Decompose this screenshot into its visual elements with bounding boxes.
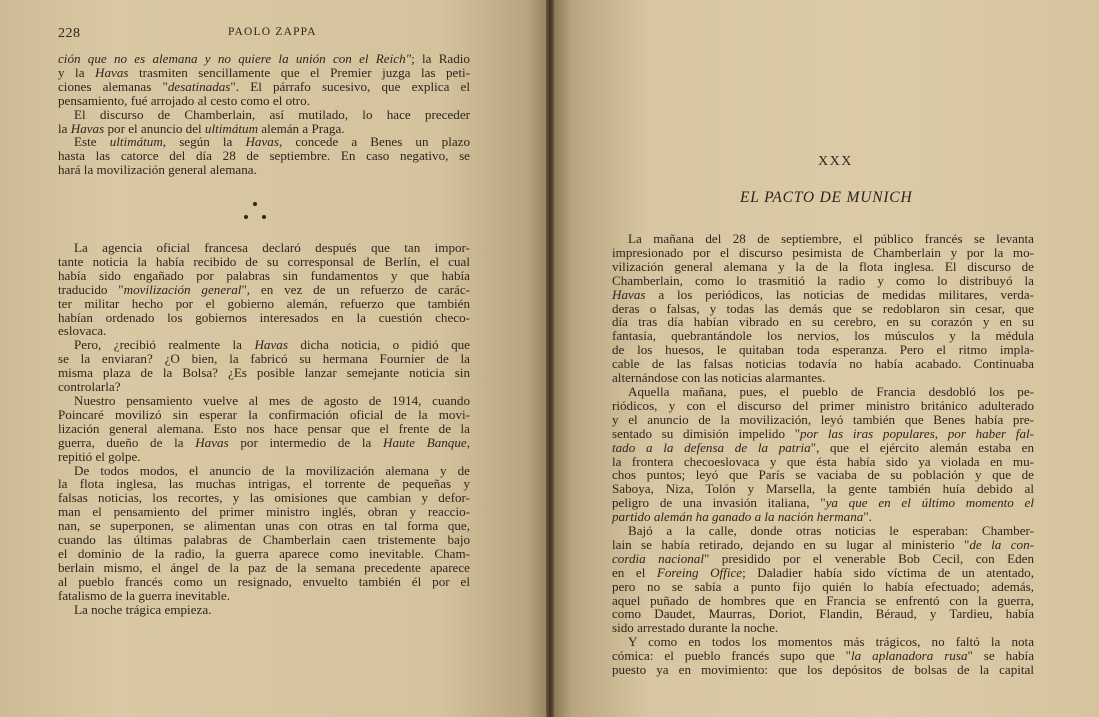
- text-line: habían ordenado los gobiernos interesados en la cuestión checo-: [58, 309, 470, 325]
- section-separator: [240, 202, 270, 228]
- text-line: misma plaza de la Bolsa? ¿Es posible lanzar semejante noticia sin: [58, 365, 470, 381]
- text-line: hará la movilización general alemana.: [58, 162, 257, 178]
- text-line: hasta las catorce del día 28 de septiembre. En caso negativo, se: [58, 148, 470, 164]
- text-line: peligro de una invasión italiana, "ya que en el último momento el: [612, 495, 1034, 511]
- text-line: día tras día habían vibrado en su cerebro, en su corazón y en su: [612, 314, 1034, 330]
- text-line: pero no se sabía a punto fijo quién lo había efectuado; además,: [612, 578, 1034, 594]
- text-line: Chamberlain, como lo trasmitió la radio y como lo distribuyó la: [612, 272, 1034, 288]
- text-line: al pueblo francés como un resignado, envuelto también él por el: [58, 573, 470, 589]
- page-number: 228: [58, 26, 81, 41]
- text-line: tado a la defensa de la patria", que el ejército alemán estaba en: [612, 439, 1034, 455]
- text-line: La mañana del 28 de septiembre, el público francés se levanta: [628, 231, 1034, 246]
- text-line: cuando las últimas palabras de Chamberlain caen tristemente bajo: [58, 532, 470, 548]
- text-line: Saboya, Niza, Tolón y Marsella, la gente también huía debido al: [612, 481, 1034, 497]
- left-text-block-2: [58, 241, 470, 616]
- text-line: la frontera checoeslovaca y que ésta había sido ya violada en mu-: [612, 453, 1034, 469]
- text-line: la flota inglesa, las muchas intrigas, el torrente de pequeñas y: [58, 476, 470, 492]
- text-line: ción que no es alemana y no quiere la unión con el Reich"; la Radio: [58, 51, 470, 66]
- text-line: controlarla?: [58, 379, 121, 395]
- text-line: ciones alemanas "desatinadas". El párrafo sucesivo, que explica el: [58, 78, 470, 94]
- text-line: nan, se superponen, se alimentan unas con otras en tal forma que,: [58, 518, 470, 534]
- left-text-block-1: [58, 52, 470, 177]
- text-line: tante noticia la había recibido de su corresponsal de Berlín, el cual: [58, 253, 470, 269]
- text-line: Y como en todos los momentos más trágicos, no faltó la nota: [628, 634, 1034, 650]
- text-line: sentado su dimisión impelido "por las iras populares, por haber fal-: [612, 425, 1034, 441]
- text-line: fantasía, quebrantándole los nervios, los músculos y la médula: [612, 328, 1034, 344]
- text-line: y la Havas trasmiten sencillamente que el Premier juzga las peti-: [58, 64, 471, 80]
- text-line: De todos modos, el anuncio de la movilización alemana y de: [74, 462, 470, 478]
- text-line: Nuestro pensamiento vuelve al mes de agosto de 1914, cuando: [74, 392, 470, 408]
- text-line: de los huesos, le quitaban toda esperanza. Pero el ritmo impla-: [612, 342, 1034, 358]
- text-line: sido arrestado durante la noche.: [612, 620, 779, 636]
- running-head-title: PAOLO ZAPPA: [228, 26, 317, 38]
- text-line: traducido "movilización general", en vez de un refuerzo de carác-: [58, 281, 470, 297]
- text-line: vilización general alemana y la de la flota inglesa. El discurso de: [612, 258, 1034, 274]
- text-line: el dominio de la radio, la guerra aparece como inevitable. Cham-: [58, 545, 470, 561]
- text-line: man el pensamiento del primer ministro inglés, obran y reaccio-: [58, 504, 470, 520]
- text-line: El discurso de Chamberlain, así mutilado, lo hace preceder: [74, 106, 470, 122]
- text-line: eslovaca.: [58, 323, 107, 339]
- book-spine: [546, 0, 554, 717]
- text-line: Havas a los periódicos, las noticias de medidas militares, verda-: [612, 286, 1034, 302]
- text-line: riódicos, y con el discurso del primer ministro británico adulterado: [612, 397, 1034, 413]
- text-line: cable de las falsas noticias todavía no había acabado. Continuaba: [612, 356, 1034, 372]
- text-line: Este ultimátum, según la Havas, concede a Benes un plazo: [74, 134, 471, 150]
- text-line: cordia nacional" presidido por el venerable Bob Cecil, con Eden: [612, 550, 1034, 566]
- chapter-number: XXX: [818, 154, 853, 169]
- text-line: Pero, ¿recibió realmente la Havas dicha noticia, o pidió que: [74, 337, 470, 353]
- text-line: La agencia oficial francesa declaró después que tan impor-: [74, 240, 470, 255]
- right-text-body: [612, 232, 1034, 677]
- text-line: había sido engañado por palabras sin fundamentos y que había: [58, 267, 470, 283]
- text-line: puesto ya en movimiento: que los depósitos de bolsas de la capital: [612, 662, 1034, 678]
- text-line: chos puntos; leyó que París se vaciaba de su población y que de: [612, 467, 1034, 483]
- text-line: lain se había retirado, dejando en su lugar al ministerio "de la con-: [612, 536, 1034, 552]
- text-line: impresionado por el discurso pesimista de Chamberlain y por la mo-: [612, 244, 1034, 260]
- text-line: alternándose con las noticias alarmantes.: [612, 370, 826, 386]
- text-line: fatalismo de la guerra inevitable.: [58, 587, 230, 603]
- text-line: la Havas por el anuncio del ultimátum alemán a Praga.: [58, 120, 345, 136]
- text-line: ter militar hecho por el gobierno alemán, refuerzo que también: [58, 295, 470, 311]
- text-line: berlain mismo, el ángel de la paz de la semana precedente aparece: [58, 559, 470, 575]
- text-line: deras o falsas, y todas las demás que se redoblaron sin cesar, que: [612, 300, 1034, 316]
- right-page: [550, 0, 1099, 717]
- text-line: repitió el golpe.: [58, 448, 141, 464]
- text-line: en el Foreing Office; Daladier había sido víctima de un atentado,: [612, 564, 1034, 580]
- text-line: falsas noticias, los recortes, y las omisiones que cambian y defor-: [58, 490, 470, 506]
- text-line: lización general alemana. Esto nos hace pensar que el frente de la: [58, 420, 470, 436]
- text-line: guerra, dueño de la Havas por intermedio de la Haute Banque,: [58, 434, 470, 450]
- text-line: cómica: el pueblo francés supo que "la aplanadora rusa" se había: [612, 648, 1035, 664]
- text-line: aquel puñado de hombres que en Francia se enfrentó con la guerra,: [612, 592, 1034, 608]
- text-line: como Daudet, Maurras, Doriot, Flandin, Béraud, y Tardieu, había: [612, 606, 1034, 622]
- text-line: La noche trágica empieza.: [74, 601, 212, 617]
- text-line: Bajó a la calle, donde otras noticias le esperaban: Chamber-: [628, 523, 1034, 539]
- text-line: se la enviaran? ¿O bien, la fabricó su hermana Fournier de la: [58, 351, 470, 367]
- text-line: partido alemán ha ganado a la nación hermana".: [612, 509, 872, 525]
- text-line: y el anuncio de la movilización, leyó también que Benes había pre-: [612, 411, 1034, 427]
- text-line: Aquella mañana, pues, el pueblo de Francia desdobló los pe-: [628, 383, 1034, 399]
- text-line: Poincaré movilizó sin esperar la confirmación oficial de la movi-: [58, 406, 470, 422]
- text-line: pensamiento, fué arrojado al cesto como el otro.: [58, 92, 310, 108]
- chapter-title: EL PACTO DE MUNICH: [740, 189, 913, 206]
